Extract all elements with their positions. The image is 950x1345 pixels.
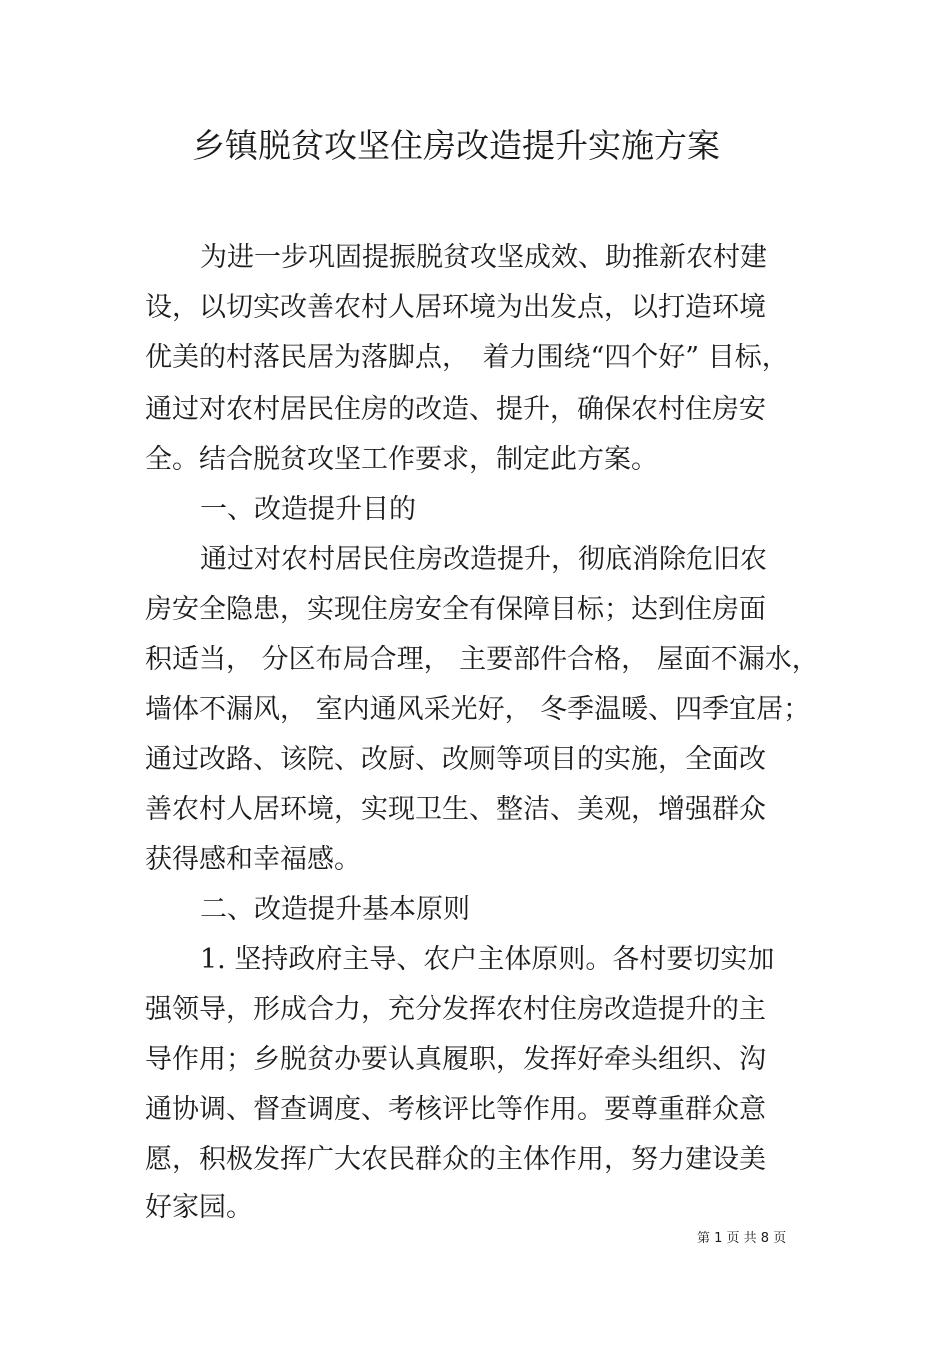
- paragraph-line: 通过改路、该院、改厨、改厕等项目的实施，全面改: [145, 744, 766, 775]
- paragraph-line: 好家园。: [145, 1192, 253, 1223]
- paragraph-line: 墙体不漏风， 室内通风采光好， 冬季温暖、四季宜居；: [145, 694, 811, 725]
- paragraph-line: 为进一步巩固提振脱贫攻坚成效、助推新农村建: [200, 242, 767, 273]
- paragraph-line: 设，以切实改善农村人居环境为出发点，以打造环境: [145, 292, 766, 323]
- paragraph-line: 获得感和幸福感。: [145, 844, 361, 875]
- section-heading: 一、改造提升目的: [200, 494, 416, 525]
- paragraph-line: 优美的村落民居为落脚点， 着力围绕“四个好” 目标，: [145, 342, 789, 373]
- paragraph-line: 积适当， 分区布局合理， 主要部件合格， 屋面不漏水，: [145, 644, 819, 675]
- paragraph-line: 强领导，形成合力，充分发挥农村住房改造提升的主: [145, 994, 766, 1025]
- paragraph-line: 1. 坚持政府主导、农户主体原则。各村要切实加: [200, 944, 775, 975]
- section-heading: 二、改造提升基本原则: [200, 894, 470, 925]
- page-number: 第 1 页 共 8 页: [697, 1231, 787, 1246]
- paragraph-line: 通过对农村居民住房的改造、提升，确保农村住房安: [145, 394, 766, 425]
- paragraph-line: 全。结合脱贫攻坚工作要求，制定此方案。: [145, 444, 658, 475]
- document-title: 乡镇脱贫攻坚住房改造提升实施方案: [192, 126, 720, 165]
- paragraph-line: 房安全隐患，实现住房安全有保障目标；达到住房面: [145, 594, 766, 625]
- paragraph-line: 通协调、督查调度、考核评比等作用。要尊重群众意: [145, 1094, 766, 1125]
- paragraph-line: 导作用；乡脱贫办要认真履职，发挥好牵头组织、沟: [145, 1044, 766, 1075]
- paragraph-line: 愿，积极发挥广大农民群众的主体作用，努力建设美: [145, 1144, 766, 1175]
- paragraph-line: 善农村人居环境，实现卫生、整洁、美观，增强群众: [145, 794, 766, 825]
- paragraph-line: 通过对农村居民住房改造提升，彻底消除危旧农: [200, 544, 767, 575]
